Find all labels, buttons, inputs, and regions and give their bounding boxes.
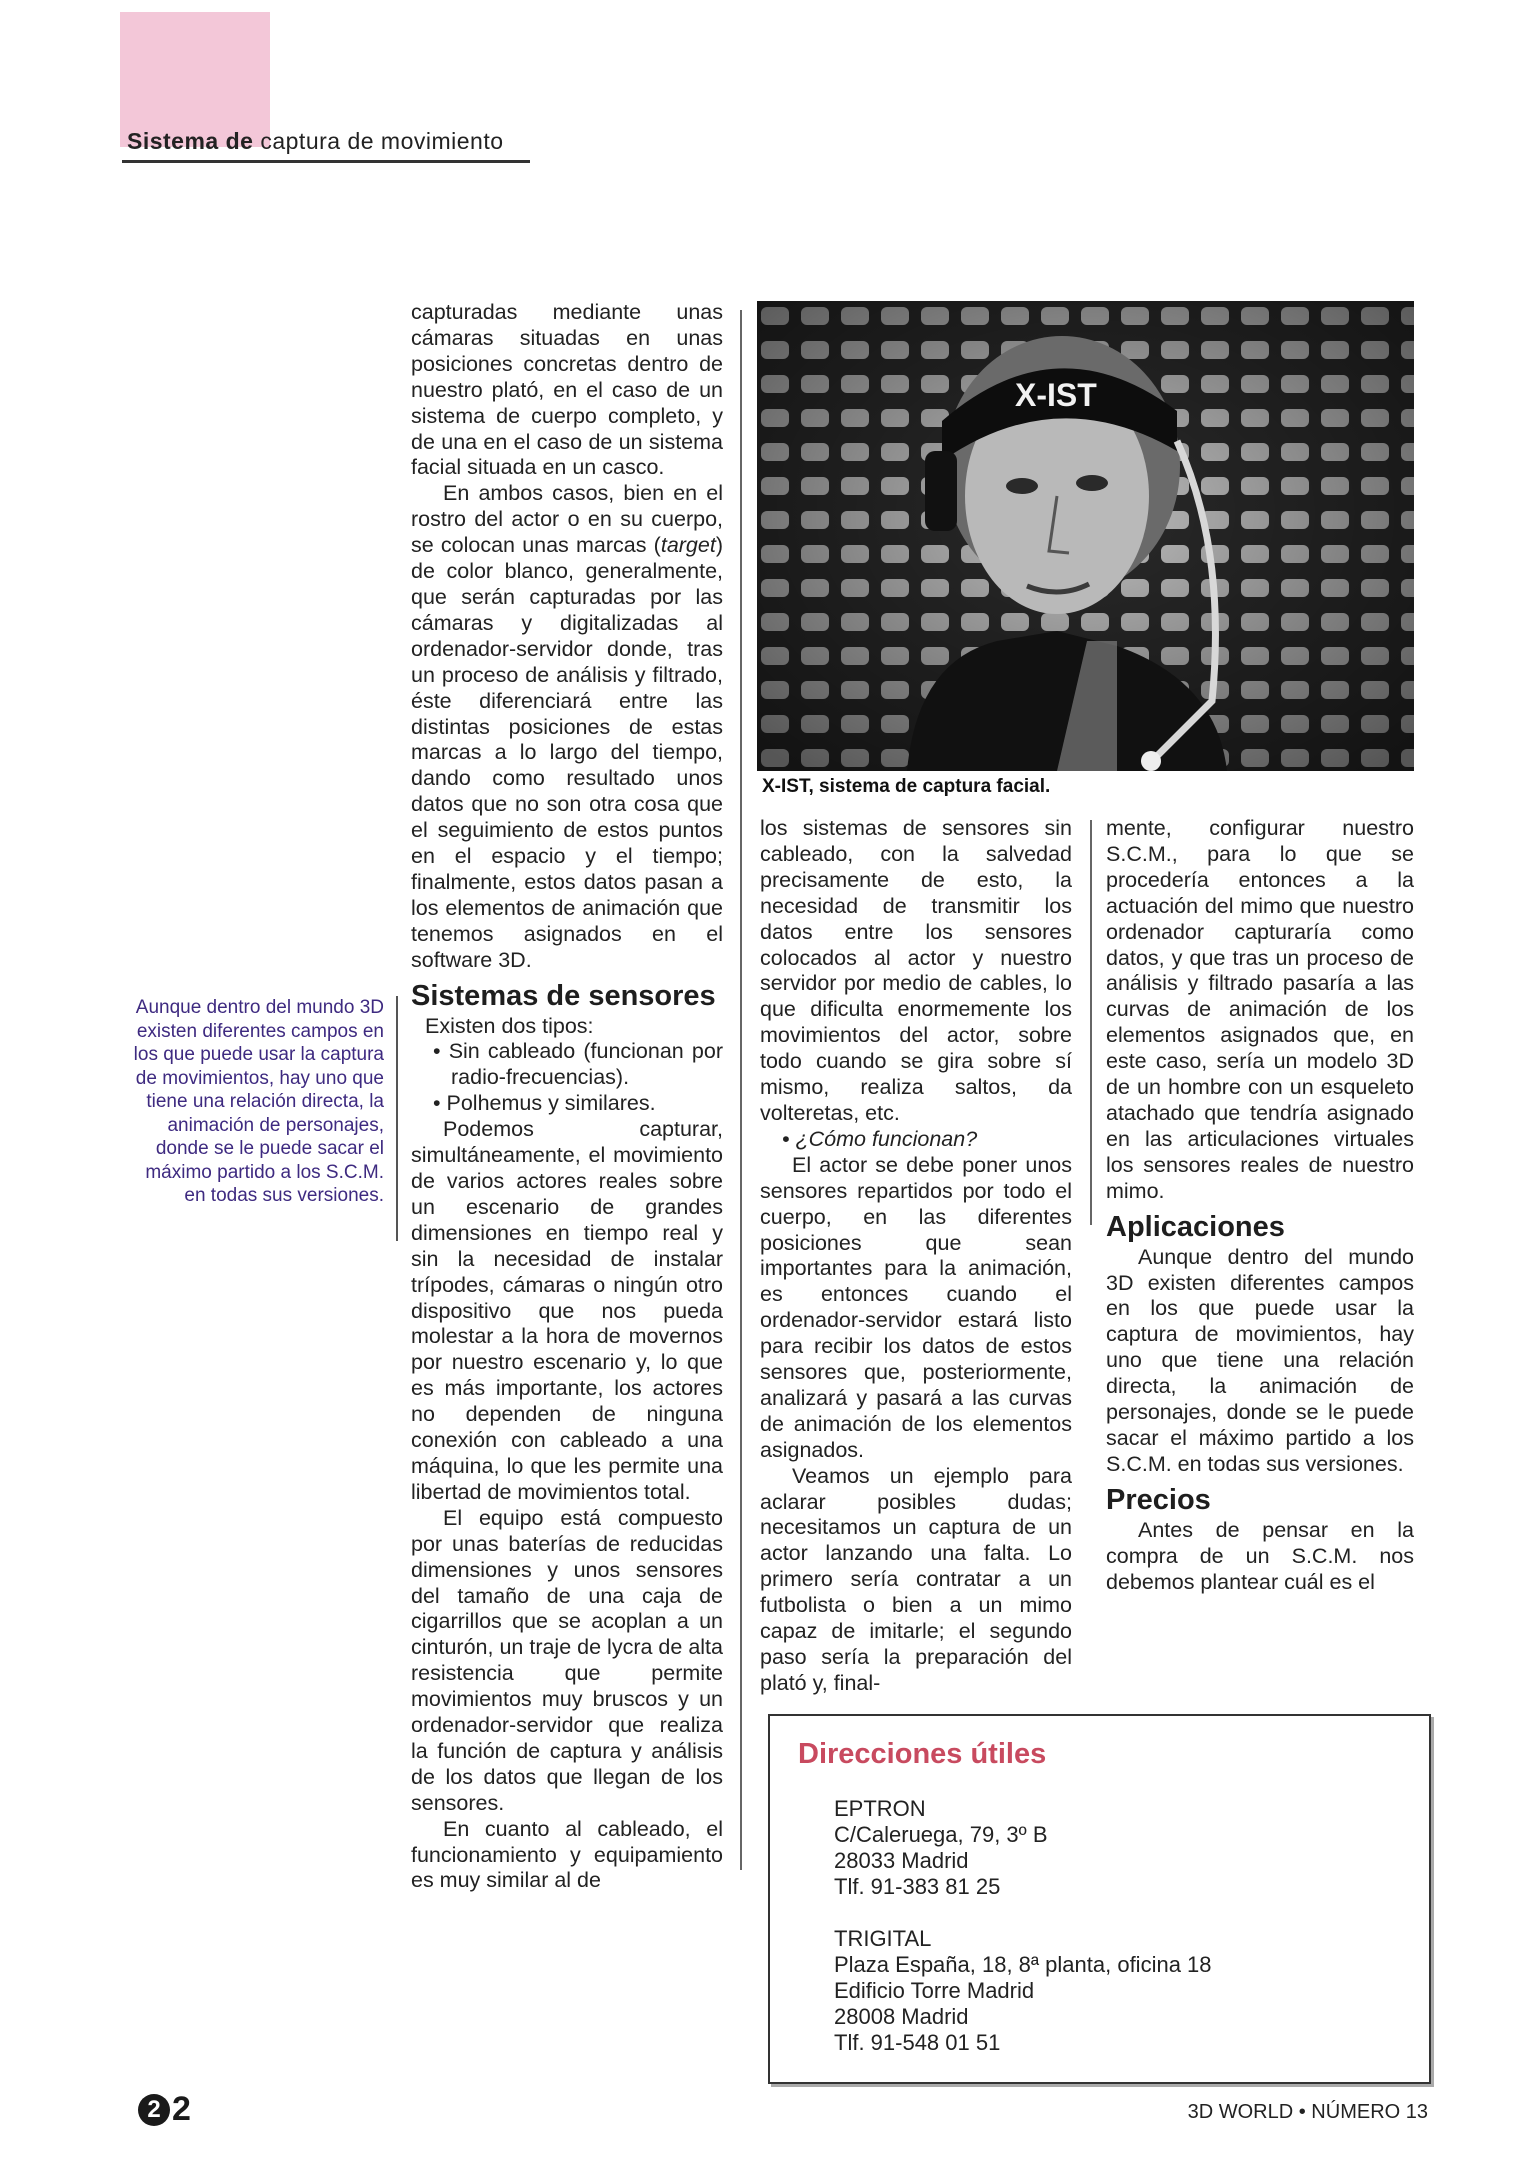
address-eptron bbox=[834, 1796, 1048, 1900]
useful-addresses-title: Direcciones útiles bbox=[798, 1738, 1047, 1770]
page-number-rest: 2 bbox=[172, 2090, 191, 2128]
trigital-street: Plaza España, 18, 8ª planta, oficina 18 bbox=[834, 1952, 1212, 1977]
trigital-city: 28008 Madrid bbox=[834, 2004, 969, 2029]
article-column-1 bbox=[411, 300, 723, 1894]
column-divider-2 bbox=[1090, 820, 1092, 1225]
heading-precios: Precios bbox=[1106, 1483, 1211, 1516]
tipo-item-1: • Sin cableado (funcionan por radio-frecuencias). bbox=[433, 1039, 723, 1090]
pullquote: Aunque dentro del mundo 3D existen diferentes campos en los que puede usar la captura de movimientos, hay uno que tiene una relación directa, la animación de personajes, donde se le puede sacar el máximo partido a los S.C.M. en todas sus versiones. bbox=[133, 997, 384, 1206]
eptron-phone: Tlf. 91-383 81 25 bbox=[834, 1874, 1001, 1899]
col1-paragraph-3: Podemos capturar, simultáneamente, el movimiento de varios actores reales sobre un escenario de grandes dimensiones en tiempo real y sin la necesidad de instalar trípodes, cámaras o ningún otro dispositivo que nos pueda molestar a la hora de movernos por nuestro escenario y, lo que es más importante, los actores no dependen de ninguna conexión con cableado a una máquina, lo que les permite una libertad de movimientos total. bbox=[411, 1117, 723, 1504]
tipo-item-2: • Polhemus y similares. bbox=[433, 1091, 656, 1116]
section-header-bold: Sistema de bbox=[127, 128, 254, 154]
col3-paragraph-2: Aunque dentro del mundo 3D existen diferentes campos en los que puede usar la captura de movimientos, hay uno que tiene una relación directa, la animación de personajes, donde se le puede sacar el máximo partido a los S.C.M. en todas sus versiones. bbox=[1106, 1244, 1414, 1476]
col1-paragraph-5: En cuanto al cableado, el funcionamiento y equipamiento es muy similar al de bbox=[411, 1816, 723, 1893]
col3-paragraph-1: mente, configurar nuestro S.C.M., para lo que se procedería entonces a la actuación del mimo que nuestro ordenador capturaría como datos, y que tras un proceso de análisis y filtrado pasaría a las curvas de animación de los elementos asignados que, en este caso, sería un modelo 3D de un hombre con un esqueleto atachado que tendría asignado en las articulaciones virtuales los sensores reales de nuestro mimo. bbox=[1106, 816, 1414, 1203]
header-rule bbox=[122, 160, 530, 163]
col2-paragraph-3: Veamos un ejemplo para aclarar posibles dudas; necesitamos un captura de un actor lanzando una falta. Lo primero sería contratar a un futbolista o bien a un mimo capaz de imitarle; el segundo paso sería la preparación del plató y, final- bbox=[760, 1463, 1072, 1695]
address-trigital bbox=[834, 1926, 1212, 2056]
tipos-intro: Existen dos tipos: bbox=[425, 1013, 594, 1038]
trigital-phone: Tlf. 91-548 01 51 bbox=[834, 2030, 1001, 2055]
magazine-footer: 3D WORLD • NÚMERO 13 bbox=[1187, 2101, 1428, 2123]
col3-paragraph-3: Antes de pensar en la compra de un S.C.M. nos debemos plantear cuál es el bbox=[1106, 1517, 1414, 1594]
col2-question: • ¿Cómo funcionan? bbox=[782, 1126, 978, 1151]
trigital-name: TRIGITAL bbox=[834, 1926, 932, 1951]
page-number-circle: 2 bbox=[138, 2094, 170, 2126]
svg-text:X-IST: X-IST bbox=[1015, 377, 1097, 413]
section-header bbox=[127, 128, 504, 155]
eptron-name: EPTRON bbox=[834, 1796, 926, 1821]
photo-x-ist-facial-capture bbox=[757, 301, 1414, 771]
heading-aplicaciones: Aplicaciones bbox=[1106, 1210, 1285, 1243]
article-column-3 bbox=[1106, 816, 1414, 1595]
col1-paragraph-4: El equipo está compuesto por unas baterías de reducidas dimensiones y unos sensores del tamaño de una caja de cigarrillos que se acoplan a un cinturón, un traje de lycra de alta resistencia que permite movimientos muy bruscos y un ordenador-servidor que realiza la función de captura y análisis de los datos que llegan de los sensores. bbox=[411, 1505, 723, 1815]
article-column-2 bbox=[760, 816, 1072, 1697]
col2-paragraph-2: El actor se debe poner unos sensores repartidos por todo el cuerpo, en las diferentes posiciones que sean importantes para la animación, es entonces cuando el ordenador-servidor estará listo para recibir los datos de estos sensores que, posteriormente, analizará y pasará a las curvas de animación de los elementos asignados. bbox=[760, 1152, 1072, 1462]
useful-addresses-box bbox=[768, 1714, 1431, 2084]
photo-caption: X-IST, sistema de captura facial. bbox=[762, 776, 1051, 797]
column-divider-1 bbox=[740, 310, 742, 1870]
pullquote-divider bbox=[396, 996, 398, 1241]
decorative-pink-square bbox=[120, 12, 270, 147]
section-header-rest: captura de movimiento bbox=[260, 128, 504, 154]
page-number bbox=[138, 2090, 191, 2129]
col1-paragraph-2: En ambos casos, bien en el rostro del actor o en su cuerpo, se colocan unas marcas (target) de color blanco, generalmente, que serán capturadas por las cámaras y digitalizadas al ordenador-servidor donde, tras un proceso de análisis y filtrado, éste diferenciará entre las distintas posiciones de estas marcas a lo largo del tiempo, dando como resultado unos datos que no son otra cosa que el seguimiento de estos puntos en el espacio y el tiempo; finalmente, estos datos pasan a los elementos de animación que tenemos asignados en el software 3D. bbox=[411, 481, 723, 972]
trigital-building: Edificio Torre Madrid bbox=[834, 1978, 1035, 2003]
eptron-street: C/Caleruega, 79, 3º B bbox=[834, 1822, 1048, 1847]
eptron-city: 28033 Madrid bbox=[834, 1848, 969, 1873]
col1-paragraph-1: capturadas mediante unas cámaras situadas en unas posiciones concretas dentro de nuestro plató, en el caso de un sistema de cuerpo completo, y de una en el caso de un sistema facial situada en un casco. bbox=[411, 300, 723, 480]
heading-sistemas-de-sensores: Sistemas de sensores bbox=[411, 979, 716, 1012]
col2-paragraph-1: los sistemas de sensores sin cableado, con la salvedad precisamente de esto, la necesidad de transmitir los datos entre los sensores colocados al actor y nuestro servidor por medio de cables, lo que dificulta enormemente los movimientos del actor, sobre todo cuando se gira sobre sí mismo, realiza saltos, da volteretas, etc. bbox=[760, 816, 1072, 1125]
